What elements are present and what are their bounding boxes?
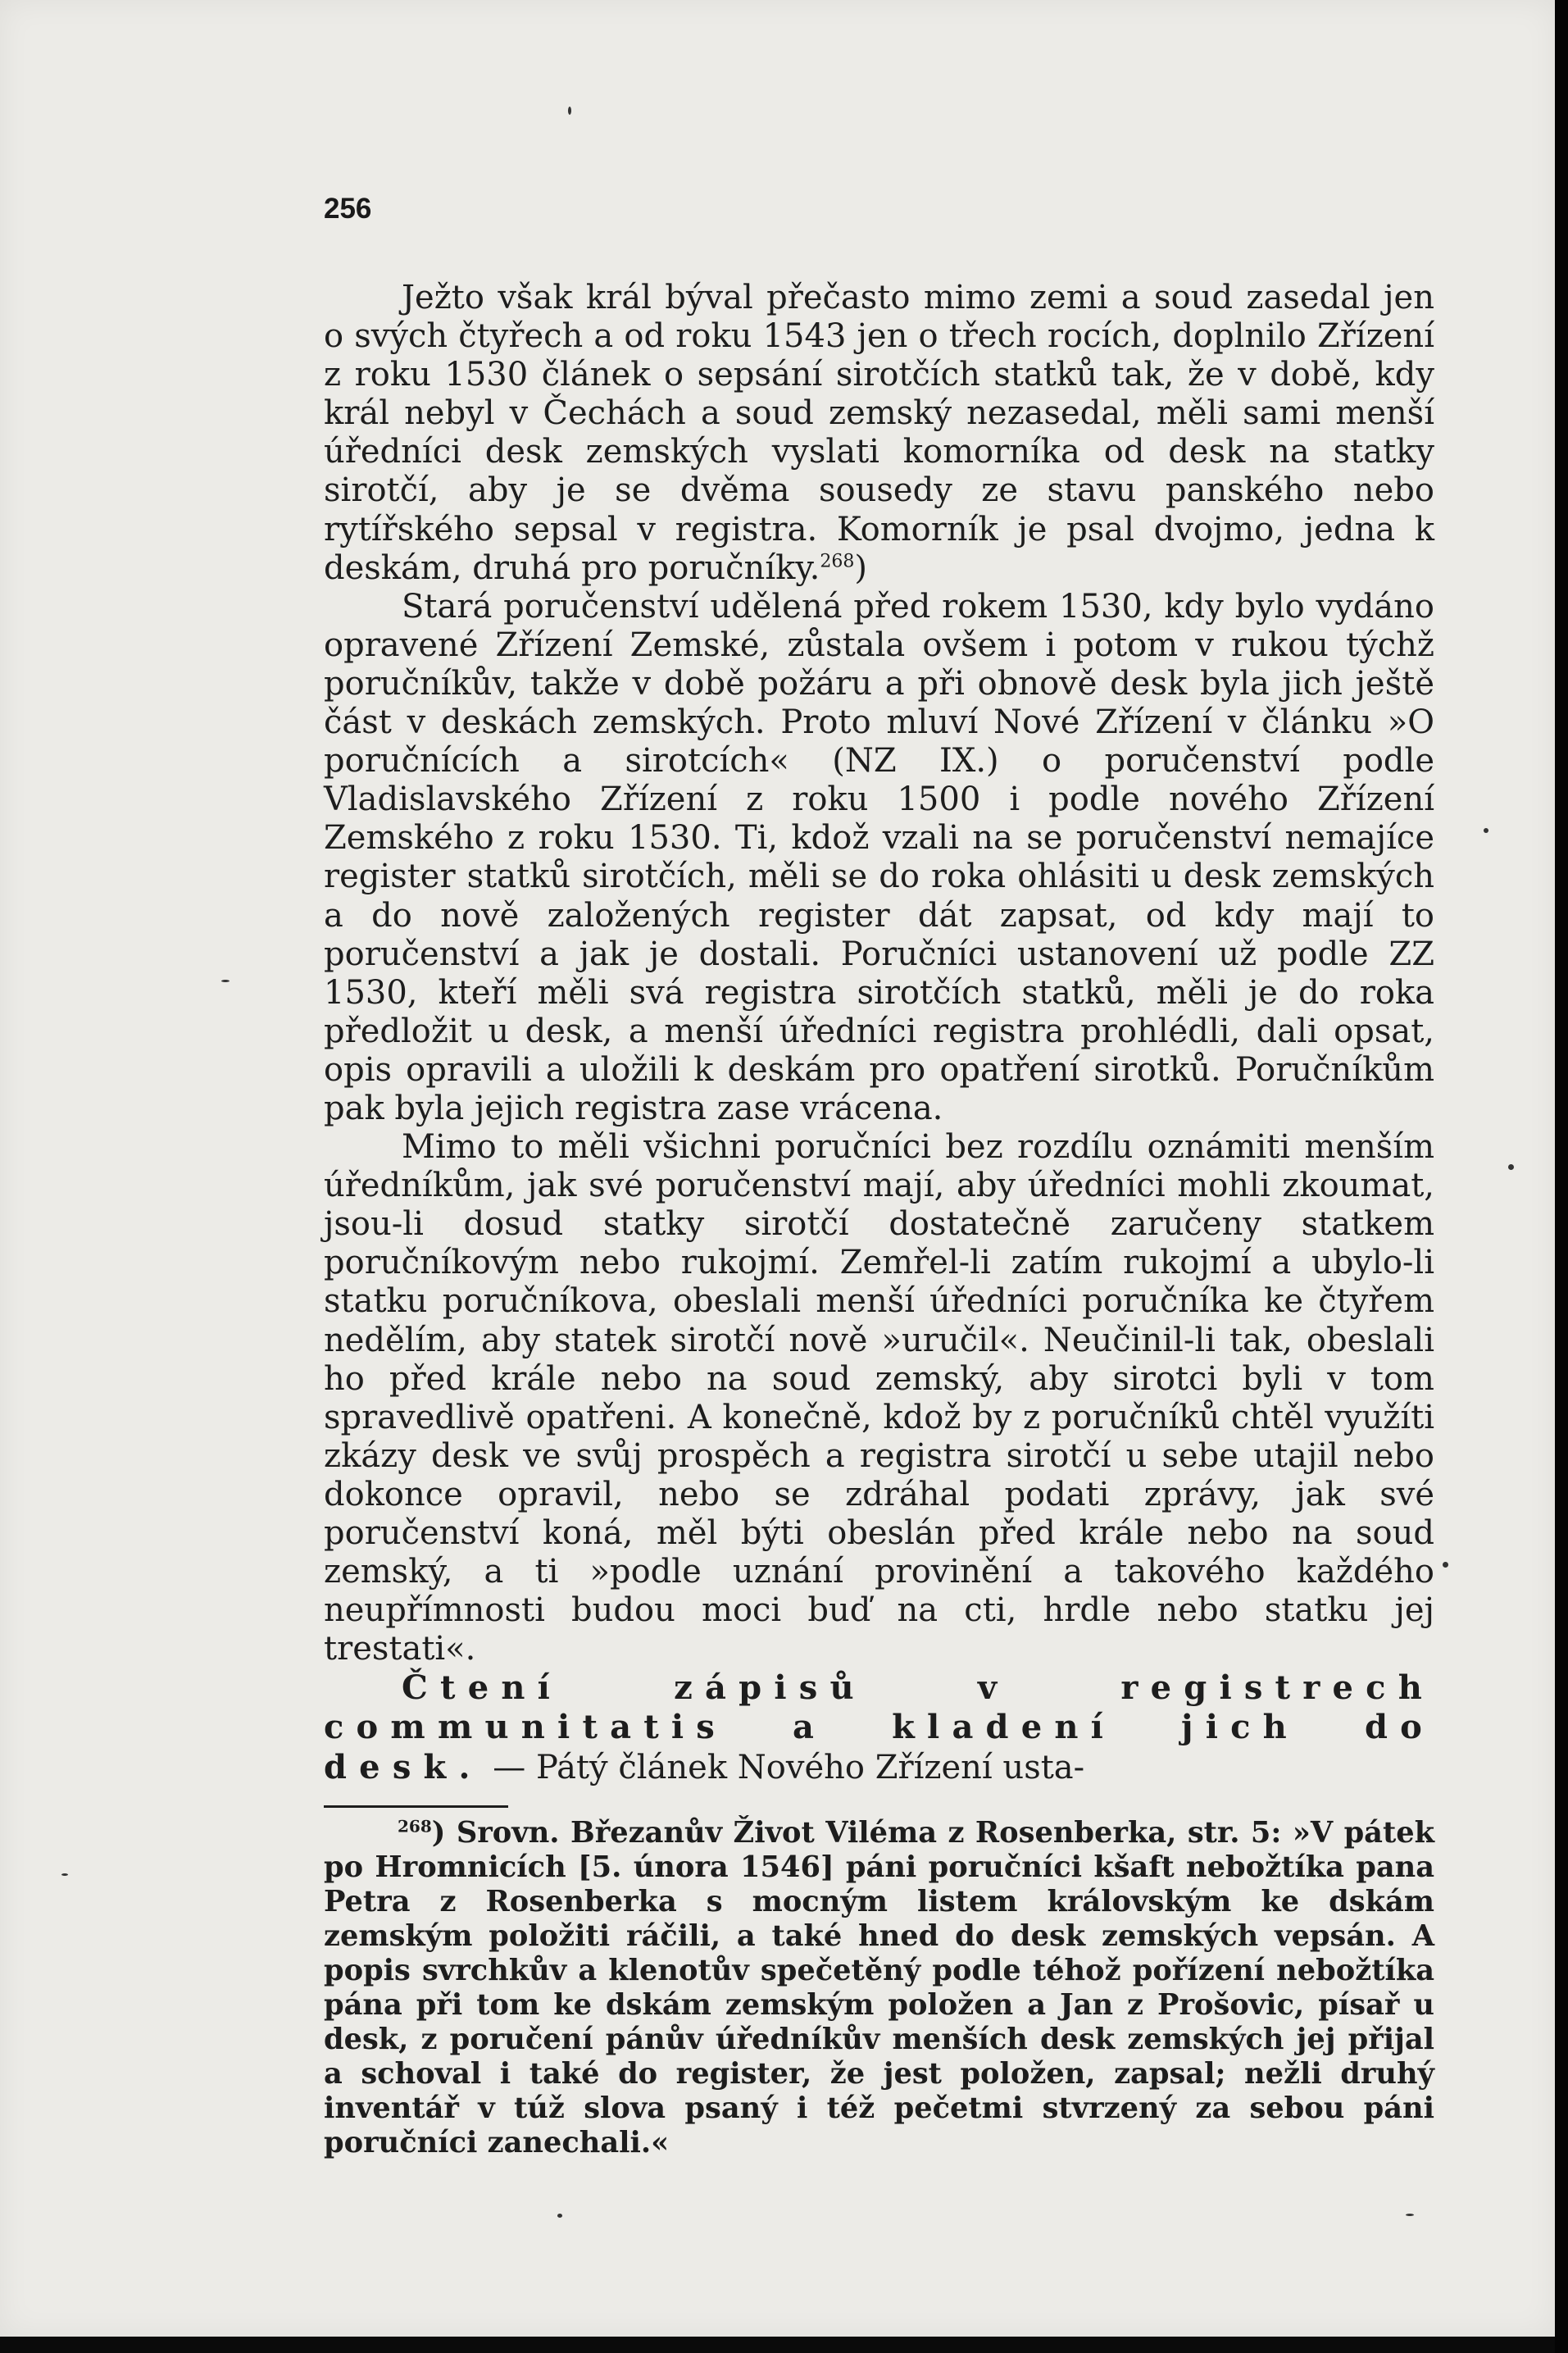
footnote-reference: 268 [820,551,855,572]
scan-speck [221,980,230,982]
paragraph-3: Mimo to měli všichni poručníci bez rozdílu oznámiti menším úředníkům, jak své poručenství mají, aby úředníci mohli zkoumat, jsou-li dosud statky sirotčí dostatečně zaručeny statkem poručníkovým nebo rukojmí. Zemřel-li zatím rukojmí a ubylo-li statku poručníkova, obeslali menší úředníci poručníka ke čtyřem nedělím, aby statek sirotčí nově »uručil«. Neučinil-li tak, obeslali ho před krále nebo na soud zemský, aby sirotci byli v tom spravedlivě opatřeni. A konečně, kdož by z poručníků chtěl využíti zkázy desk ve svůj prospěch a registra sirotčí u sebe utajil nebo dokonce opravil, nebo se zdráhal podati zprávy, jak své poručenství koná, měl býti obeslán před krále nebo na soud zemský, a ti »podle uznání provinění a takového každého neupřímnosti budou moci buď na cti, hrdle nebo statku jej trestati«. [324,1128,1434,1668]
scan-speck [1484,828,1488,833]
scan-speck [61,1873,68,1876]
spaced-heading: Čtení zápisů v registrech communitatis a kladení jich do desk. [324,1668,1434,1786]
footnote-text: Srovn. Březanův Život Viléma z Rosenberka, str. 5: »V pátek po Hromnicích [5. února 1546] páni poručníci kšaft nebožtíka pana Petra z Rosenberka s mocným listem královským ke dskám zemským položiti ráčili, a také hned do desk zemských vepsán. A popis svrchkův a klenotův spečetěný podle téhož pořízení nebožtíka pána při tom ke dskám zemským položen a Jan z Prošovic, písař u desk, z poručení pánův úředníkův menších desk zemských jej přijal a schoval i také do register, že jest položen, zapsal; nežli druhý inventář v túž slova psaný i též pečetmi stvrzený za sebou páni poručníci zanechali.« [324,1815,1434,2160]
page-number: 256 [324,193,372,225]
scan-speck [1508,1164,1514,1170]
paragraph-4-text: — Pátý článek Nového Zřízení usta- [493,1748,1085,1786]
footnote-number: 268 [398,1815,432,1836]
scan-speck [557,2214,562,2218]
paragraph-2: Stará poručenství udělená před rokem 1530, kdy bylo vydáno opravené Zřízení Zemské, zůstala ovšem i potom v rukou týchž poručníkův, takže v době požáru a při obnově desk byla jich ještě část v deskách zemských. Proto mluví Nové Zřízení v článku »O poručnících a sirotcích« (NZ IX.) o poručenství podle Vladislavského Zřízení z roku 1500 i podle nového Zřízení Zemského z roku 1530. Ti, kdož vzali na se poručenství nemajíce register statků sirotčích, měli se do roka ohlásiti u desk zemských a do nově založených register dát zapsat, od kdy mají to poručenství a jak je dostali. Poručníci ustanovení už podle ZZ 1530, kteří měli svá registra sirotčích statků, měli je do roka předložit u desk, a menší úředníci registra prohlédli, dali opsat, opis opravili a uložili k deskám pro opatření sirotků. Poručníkům pak byla jejich registra zase vrácena. [324,587,1434,1127]
scan-speck [568,107,571,115]
paragraph-1-text: Ježto však král býval přečasto mimo zemi a soud zasedal jen o svých čtyřech a od roku 1543 jen o třech rocích, doplnilo Zřízení z roku 1530 článek o sepsání sirotčích statků tak, že v době, kdy král nebyl v Čechách a soud zemský nezasedal, měli sami menší úředníci desk zemských vyslati komorníka od desk na statky sirotčí, aby je se dvěma sousedy ze stavu panského nebo rytířského sepsal v registra. Komorník je psal dvojmo, jedna k deskám, druhá pro poručníky. [324,279,1434,587]
scan-edge [1555,0,1568,2353]
footnote-divider [324,1805,508,1808]
body-text [324,279,1434,2160]
paragraph-1: Ježto však král býval přečasto mimo zemi a soud zasedal jen o svých čtyřech a od roku 1543 jen o třech rocích, doplnilo Zřízení z roku 1530 článek o sepsání sirotčích statků tak, že v době, kdy král nebyl v Čechách a soud zemský nezasedal, měli sami menší úředníci desk zemských vyslati komorníka od desk na statky sirotčí, aby je se dvěma sousedy ze stavu panského nebo rytířského sepsal v registra. Komorník je psal dvojmo, jedna k deskám, druhá pro poručníky.$^{268}$) [324,279,1434,587]
scan-speck [1443,1562,1448,1568]
scan-speck [1406,2214,1414,2216]
paragraph-4 [324,1668,1434,1786]
footnote: $^{268}$) Srovn. Březanův Život Viléma z Rosenberka, str. 5: »V pátek po Hromnicích [5. února 1546] páni poručníci kšaft nebožtíka pana Petra z Rosenberka s mocným listem královským ke dskám zemským položiti ráčili, a také hned do desk zemských vepsán. A popis svrchkův a klenotův spečetěný podle téhož pořízení nebožtíka pána při tom ke dskám zemským položen a Jan z Prošovic, písař u desk, z poručení pánův úředníkův menších desk zemských jej přijal a schoval i také do register, že jest položen, zapsal; nežli druhý inventář v túž slova psaný i též pečetmi stvrzený za sebou páni poručníci zanechali.« [324,1815,1434,2160]
